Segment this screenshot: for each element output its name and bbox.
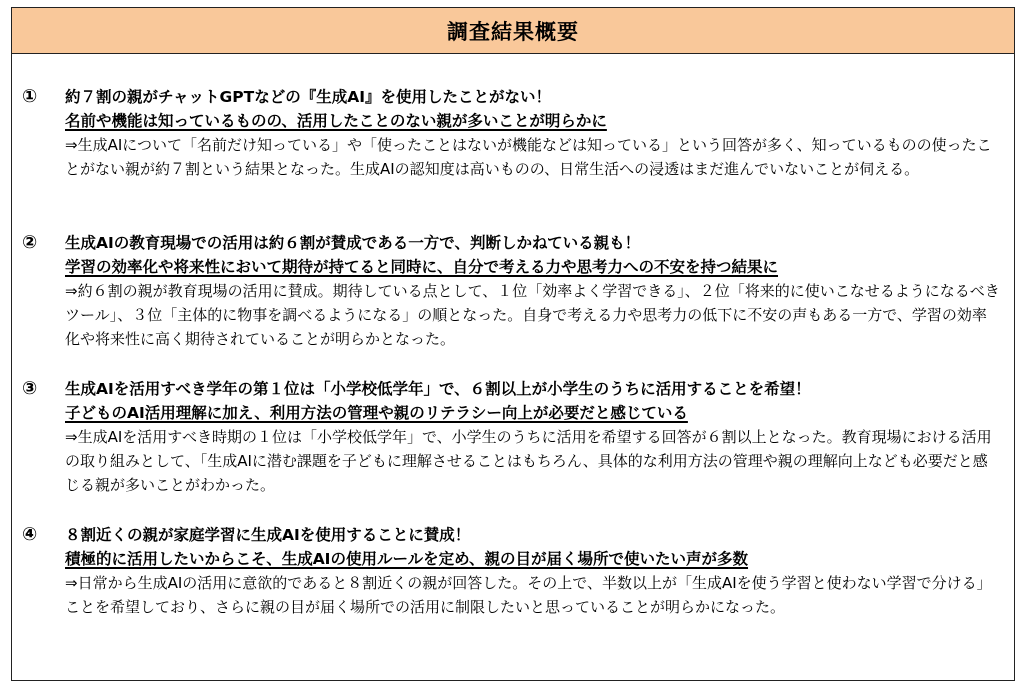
finding-heading: 約７割の親がチャットGPTなどの『生成AI』を使用したことがない！ bbox=[65, 88, 551, 106]
item-number: ② bbox=[22, 232, 38, 253]
summary-box bbox=[11, 7, 1015, 681]
finding-heading: 生成AIを活用すべき学年の第１位は「小学校低学年」で、６割以上が小学生のうちに活用することを希望！ bbox=[65, 380, 811, 398]
item-number: ④ bbox=[22, 524, 38, 545]
finding-text: ⇒日常から生成AIの活用に意欲的であると８割近くの親が回答した。その上で、半数以上が「生成AIを使う学習と使わない学習で分ける」ことを希望しており、さらに親の目が届く場所での活用に制限したいと思っていることが明らかになった。 bbox=[65, 574, 992, 616]
finding-subheading: 学習の効率化や将来性において期待が持てると同時に、自分で考える力や思考力への不安を持つ結果に bbox=[65, 258, 779, 276]
item-number: ① bbox=[22, 86, 38, 107]
finding-body bbox=[65, 523, 1000, 619]
finding-body bbox=[65, 231, 1000, 351]
page-title: 調査結果概要 bbox=[12, 8, 1014, 54]
finding-text: ⇒約６割の親が教育現場の活用に賛成。期待している点として、１位「効率よく学習できる」、２位「将来的に使いこなせるようになるべきツール」、３位「主体的に物事を調べるようになる」の順となった。自身で考える力や思考力の低下に不安の声もある一方で、学習の効率化や将来性に高く期待されていることが明らかとなった。 bbox=[65, 282, 1000, 348]
finding-body bbox=[65, 377, 1000, 497]
finding-text: ⇒生成AIについて「名前だけ知っている」や「使ったことはないが機能などは知っている」という回答が多く、知っているものの使ったことがない親が約７割という結果となった。生成AIの認知度は高いものの、日常生活への浸透はまだ進んでいないことが伺える。 bbox=[65, 136, 992, 178]
finding-body bbox=[65, 85, 1000, 181]
finding-heading: ８割近くの親が家庭学習に生成AIを使用することに賛成！ bbox=[65, 526, 471, 544]
finding-subheading: 積極的に活用したいからこそ、生成AIの使用ルールを定め、親の目が届く場所で使いたい声が多数 bbox=[65, 550, 749, 568]
finding-text: ⇒生成AIを活用すべき時期の１位は「小学校低学年」で、小学生のうちに活用を希望する回答が６割以上となった。教育現場における活用の取り組みとして、「生成AIに潜む課題を子どもに理解させることはもちろん、具体的な利用方法の管理や親の理解向上なども必要だと感じる親が多いことがわかった。 bbox=[65, 428, 992, 494]
finding-subheading: 名前や機能は知っているものの、活用したことのない親が多いことが明らかに bbox=[65, 112, 607, 130]
finding-subheading: 子どものAI活用理解に加え、利用方法の管理や親のリテラシー向上が必要だと感じている bbox=[65, 404, 688, 422]
item-number: ③ bbox=[22, 378, 38, 399]
finding-heading: 生成AIの教育現場での活用は約６割が賛成である一方で、判断しかねている親も！ bbox=[65, 234, 641, 252]
